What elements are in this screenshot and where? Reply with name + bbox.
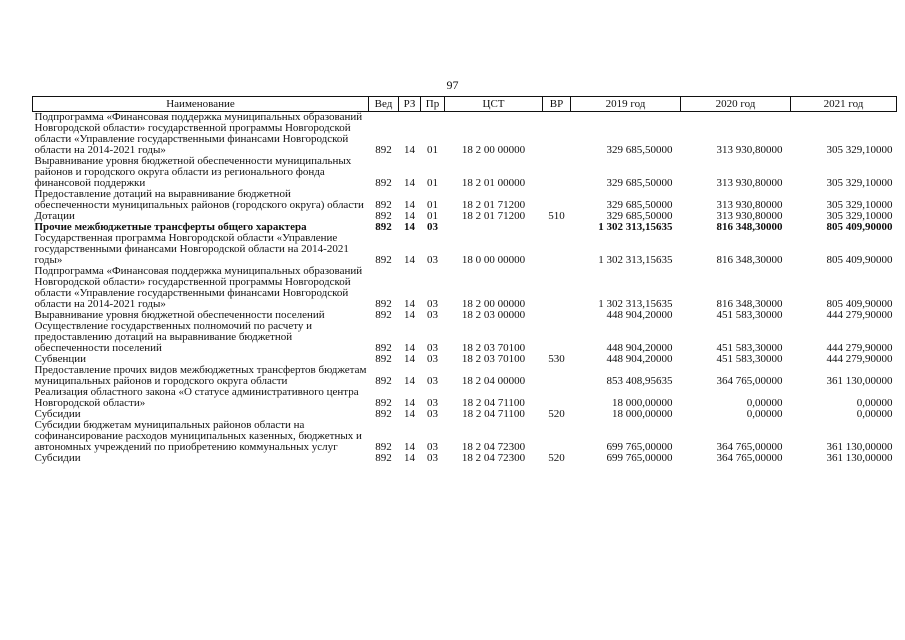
cell-rz: 14 <box>404 254 415 266</box>
header-vr: ВР <box>543 97 571 112</box>
cell-2020: 364 765,00000 <box>716 441 783 453</box>
cell-2019: 1 302 313,15635 <box>598 254 673 266</box>
cell-2020: 313 930,80000 <box>716 177 783 189</box>
cell-cst: 18 2 04 72300 <box>461 441 526 453</box>
cell-pr: 03 <box>427 397 438 409</box>
cell-ved: 892 <box>375 452 392 464</box>
table-row <box>33 321 897 354</box>
cell-rz: 14 <box>404 452 415 464</box>
cell-cst: 18 2 00 00000 <box>461 144 526 156</box>
cell-vr <box>543 321 571 354</box>
cell-cst: 18 2 01 71200 <box>461 199 526 211</box>
cell-cst: 18 2 00 00000 <box>461 298 526 310</box>
cell-2020: 451 583,30000 <box>716 342 783 354</box>
cell-vr <box>543 266 571 310</box>
cell-cst: 18 2 01 71200 <box>461 210 526 222</box>
cell-2021: 0,00000 <box>856 408 893 420</box>
cell-ved: 892 <box>375 144 392 156</box>
cell-cst: 18 2 04 72300 <box>461 452 526 464</box>
cell-ved: 892 <box>375 199 392 211</box>
cell-pr: 03 <box>427 408 438 420</box>
cell-vr <box>543 365 571 387</box>
cell-rz: 14 <box>404 199 415 211</box>
cell-vr: 520 <box>548 452 565 464</box>
cell-rz: 14 <box>404 210 415 222</box>
cell-2021: 0,00000 <box>856 397 893 409</box>
cell-2019: 448 904,20000 <box>606 353 673 365</box>
cell-cst: 18 2 03 70100 <box>461 353 526 365</box>
cell-rz: 14 <box>404 397 415 409</box>
cell-2019: 1 302 313,15635 <box>598 298 673 310</box>
cell-pr: 03 <box>427 353 438 365</box>
cell-2021: 444 279,90000 <box>826 353 893 365</box>
cell-rz: 14 <box>404 342 415 354</box>
cell-2020: 313 930,80000 <box>716 210 783 222</box>
header-name: Наименование <box>33 97 369 112</box>
cell-vr <box>543 310 571 321</box>
cell-ved: 892 <box>375 177 392 189</box>
cell-2021: 805 409,90000 <box>826 254 893 266</box>
cell-name: Государственная программа Новгородской области «Управление государственными финансами Новгородской области на 2014-2021 годы» <box>34 232 349 266</box>
cell-vr: 510 <box>548 210 565 222</box>
table-row <box>33 189 897 211</box>
cell-vr <box>543 233 571 266</box>
cell-2019: 329 685,50000 <box>606 177 673 189</box>
cell-2021: 361 130,00000 <box>826 375 893 387</box>
cell-2019: 18 000,00000 <box>612 397 673 409</box>
cell-ved: 892 <box>375 221 392 233</box>
cell-pr: 03 <box>427 441 438 453</box>
cell-ved: 892 <box>375 441 392 453</box>
cell-name: Дотации <box>34 210 75 222</box>
cell-cst: 18 0 00 00000 <box>461 254 526 266</box>
cell-2019: 699 765,00000 <box>606 452 673 464</box>
cell-2020: 364 765,00000 <box>716 452 783 464</box>
cell-2020: 451 583,30000 <box>716 353 783 365</box>
cell-vr <box>543 189 571 211</box>
cell-cst: 18 2 03 00000 <box>461 309 526 321</box>
cell-2021: 805 409,90000 <box>826 221 893 233</box>
cell-rz: 14 <box>404 177 415 189</box>
cell-name: Субвенции <box>34 353 87 365</box>
cell-ved: 892 <box>375 254 392 266</box>
cell-vr <box>543 387 571 409</box>
cell-ved: 892 <box>375 397 392 409</box>
cell-rz: 14 <box>404 309 415 321</box>
table-row <box>33 266 897 310</box>
cell-pr: 03 <box>427 298 438 310</box>
cell-2020: 816 348,30000 <box>716 221 783 233</box>
cell-2021: 361 130,00000 <box>826 441 893 453</box>
cell-rz: 14 <box>404 441 415 453</box>
cell-2020: 816 348,30000 <box>716 298 783 310</box>
cell-name: Выравнивание уровня бюджетной обеспеченности поселений <box>34 309 325 321</box>
cell-2020: 313 930,80000 <box>716 144 783 156</box>
cell-pr: 03 <box>427 342 438 354</box>
cell-vr: 520 <box>548 408 565 420</box>
cell-ved: 892 <box>375 353 392 365</box>
cell-name: Субсидии бюджетам муниципальных районов области на софинансирование расходов муниципальных казенных, бюджетных и автономных учреждений по приобретению коммунальных услуг <box>34 419 362 453</box>
cell-ved: 892 <box>375 210 392 222</box>
cell-vr: 530 <box>548 353 565 365</box>
header-2019: 2019 год <box>571 97 681 112</box>
cell-2019: 1 302 313,15635 <box>598 221 673 233</box>
cell-pr: 03 <box>427 452 438 464</box>
table-row <box>33 387 897 409</box>
cell-name: Осуществление государственных полномочий по расчету и предоставлению дотаций на выравнивание бюджетной обеспеченности поселений <box>34 320 313 354</box>
cell-pr: 03 <box>427 375 438 387</box>
cell-pr: 01 <box>427 177 438 189</box>
cell-2019: 448 904,20000 <box>606 342 673 354</box>
cell-rz: 14 <box>404 353 415 365</box>
cell-ved: 892 <box>375 298 392 310</box>
cell-2019: 329 685,50000 <box>606 210 673 222</box>
cell-2019: 18 000,00000 <box>612 408 673 420</box>
cell-ved: 892 <box>375 309 392 321</box>
cell-cst: 18 2 01 00000 <box>461 177 526 189</box>
cell-rz: 14 <box>404 221 415 233</box>
cell-2020: 451 583,30000 <box>716 309 783 321</box>
cell-vr <box>543 222 571 233</box>
cell-name: Прочие межбюджетные трансферты общего характера <box>34 221 307 233</box>
cell-name: Выравнивание уровня бюджетной обеспеченности муниципальных районов и городского округа области из регионального фонда финансовой поддержки <box>34 155 352 189</box>
header-rz: РЗ <box>399 97 421 112</box>
cell-pr: 01 <box>427 144 438 156</box>
cell-rz: 14 <box>404 298 415 310</box>
cell-2021: 444 279,90000 <box>826 342 893 354</box>
cell-2019: 329 685,50000 <box>606 199 673 211</box>
cell-2020: 816 348,30000 <box>716 254 783 266</box>
cell-ved: 892 <box>375 375 392 387</box>
cell-rz: 14 <box>404 375 415 387</box>
cell-pr: 03 <box>427 221 438 233</box>
cell-name: Подпрограмма «Финансовая поддержка муниципальных образований Новгородской области» государственной программы Новгородской области «Управление государственными финансами Новгородской области на 2014-2021 годы» <box>34 265 363 310</box>
page-number: 97 <box>446 78 459 92</box>
cell-ved: 892 <box>375 408 392 420</box>
cell-cst: 18 2 04 00000 <box>461 375 526 387</box>
cell-pr: 03 <box>427 254 438 266</box>
cell-pr: 03 <box>427 309 438 321</box>
table-header-row <box>33 97 897 112</box>
cell-2021: 444 279,90000 <box>826 309 893 321</box>
cell-2019: 448 904,20000 <box>606 309 673 321</box>
cell-2019: 699 765,00000 <box>606 441 673 453</box>
cell-pr: 01 <box>427 199 438 211</box>
cell-2020: 364 765,00000 <box>716 375 783 387</box>
cell-2020: 0,00000 <box>746 397 783 409</box>
cell-name: Предоставление дотаций на выравнивание бюджетной обеспеченности муниципальных районов (городского округа) области <box>34 188 364 211</box>
cell-name: Предоставление прочих видов межбюджетных трансфертов бюджетам муниципальных районов и городского округа области <box>34 364 367 387</box>
cell-cst: 18 2 04 71100 <box>462 408 525 420</box>
cell-vr <box>543 112 571 157</box>
cell-cst: 18 2 03 70100 <box>461 342 526 354</box>
cell-2021: 305 329,10000 <box>826 177 893 189</box>
table-row <box>33 112 897 157</box>
cell-vr <box>543 420 571 453</box>
cell-ved: 892 <box>375 342 392 354</box>
cell-2021: 305 329,10000 <box>826 144 893 156</box>
cell-2021: 305 329,10000 <box>826 210 893 222</box>
table-row <box>33 365 897 387</box>
cell-2021: 305 329,10000 <box>826 199 893 211</box>
cell-rz: 14 <box>404 408 415 420</box>
cell-2020: 0,00000 <box>746 408 783 420</box>
cell-cst: 18 2 04 71100 <box>462 397 525 409</box>
cell-2020: 313 930,80000 <box>716 199 783 211</box>
cell-name: Субсидии <box>34 408 81 420</box>
header-cst: ЦСТ <box>445 97 543 112</box>
cell-2021: 805 409,90000 <box>826 298 893 310</box>
header-2020: 2020 год <box>681 97 791 112</box>
cell-name: Реализация областного закона «О статусе административного центра Новгородской области» <box>34 386 359 409</box>
table-row <box>33 420 897 453</box>
budget-table <box>32 96 897 464</box>
cell-cst <box>445 222 543 233</box>
cell-2019: 329 685,50000 <box>606 144 673 156</box>
cell-rz: 14 <box>404 144 415 156</box>
cell-name: Подпрограмма «Финансовая поддержка муниципальных образований Новгородской области» государственной программы Новгородской области «Управление государственными финансами Новгородской области на 2014-2021 годы» <box>34 111 363 156</box>
table-row <box>33 233 897 266</box>
cell-2019: 853 408,95635 <box>606 375 673 387</box>
table-row <box>33 453 897 464</box>
header-ved: Вед <box>369 97 399 112</box>
cell-name: Субсидии <box>34 452 81 464</box>
table-row <box>33 156 897 189</box>
header-pr: Пр <box>421 97 445 112</box>
cell-2021: 361 130,00000 <box>826 452 893 464</box>
cell-pr: 01 <box>427 210 438 222</box>
header-2021: 2021 год <box>791 97 897 112</box>
cell-vr <box>543 156 571 189</box>
